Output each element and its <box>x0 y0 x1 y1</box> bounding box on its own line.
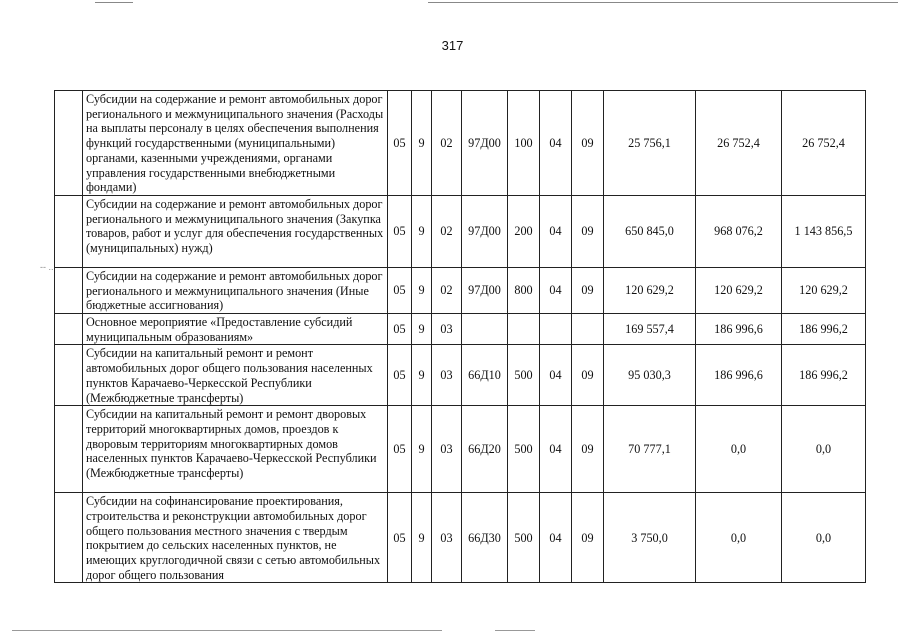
cell-c4: 97Д00 <box>462 91 508 196</box>
cell-v1: 95 030,3 <box>604 345 696 406</box>
row-number-cell <box>55 91 83 196</box>
table-row <box>55 493 866 583</box>
cell-c1: 05 <box>388 195 412 267</box>
cell-v1: 650 845,0 <box>604 195 696 267</box>
cell-c7: 09 <box>572 493 604 583</box>
cell-c7 <box>572 314 604 345</box>
row-number-cell <box>55 267 83 313</box>
cell-c2: 9 <box>412 195 432 267</box>
cell-v3: 0,0 <box>782 406 866 493</box>
cell-c6: 04 <box>540 345 572 406</box>
cell-c4: 97Д00 <box>462 267 508 313</box>
budget-table <box>54 90 866 583</box>
cell-v3: 26 752,4 <box>782 91 866 196</box>
cell-c5 <box>508 314 540 345</box>
row-number-cell <box>55 195 83 267</box>
table-row <box>55 345 866 406</box>
cell-c2: 9 <box>412 493 432 583</box>
cell-c1: 05 <box>388 91 412 196</box>
cell-v3: 1 143 856,5 <box>782 195 866 267</box>
cell-v2: 0,0 <box>696 493 782 583</box>
cell-c4: 66Д10 <box>462 345 508 406</box>
row-number-cell <box>55 493 83 583</box>
cell-c5: 200 <box>508 195 540 267</box>
cell-c6: 04 <box>540 406 572 493</box>
cell-c1: 05 <box>388 314 412 345</box>
cell-c2: 9 <box>412 406 432 493</box>
page-number: 317 <box>441 38 464 53</box>
bottom-rule-left <box>12 630 442 631</box>
table-row <box>55 314 866 345</box>
cell-c7: 09 <box>572 345 604 406</box>
table-row <box>55 91 866 196</box>
cell-v2: 120 629,2 <box>696 267 782 313</box>
cell-c3: 02 <box>432 195 462 267</box>
cell-c5: 500 <box>508 345 540 406</box>
cell-v1: 3 750,0 <box>604 493 696 583</box>
cell-c3: 02 <box>432 91 462 196</box>
row-number-cell <box>55 406 83 493</box>
table-row <box>55 267 866 313</box>
cell-v2: 186 996,6 <box>696 345 782 406</box>
cell-v2: 0,0 <box>696 406 782 493</box>
cell-c3: 03 <box>432 406 462 493</box>
cell-c2: 9 <box>412 91 432 196</box>
cell-c7: 09 <box>572 91 604 196</box>
cell-v2: 968 076,2 <box>696 195 782 267</box>
expense-name-cell: Субсидии на содержание и ремонт автомобильных дорог регионального и межмуниципального значения (Иные бюджетные ассигнования) <box>83 267 388 313</box>
row-number-cell <box>55 314 83 345</box>
cell-c2: 9 <box>412 267 432 313</box>
cell-c4: 97Д00 <box>462 195 508 267</box>
cell-c6: 04 <box>540 267 572 313</box>
cell-v2: 26 752,4 <box>696 91 782 196</box>
cell-c7: 09 <box>572 406 604 493</box>
cell-c3: 03 <box>432 314 462 345</box>
cell-c5: 500 <box>508 493 540 583</box>
cell-c6 <box>540 314 572 345</box>
cell-c6: 04 <box>540 195 572 267</box>
top-rule-right <box>428 2 898 3</box>
expense-name-cell: Основное мероприятие «Предоставление субсидий муниципальным образованиям» <box>83 314 388 345</box>
cell-v2: 186 996,6 <box>696 314 782 345</box>
cell-c6: 04 <box>540 493 572 583</box>
cell-c1: 05 <box>388 267 412 313</box>
cell-c5: 500 <box>508 406 540 493</box>
cell-c4: 66Д20 <box>462 406 508 493</box>
row-number-cell <box>55 345 83 406</box>
table-row <box>55 195 866 267</box>
expense-name-cell: Субсидии на содержание и ремонт автомобильных дорог регионального и межмуниципального значения (Закупка товаров, работ и услуг для обеспечения государственных (муниципальных) нужд) <box>83 195 388 267</box>
cell-c4 <box>462 314 508 345</box>
cell-c3: 03 <box>432 345 462 406</box>
cell-c2: 9 <box>412 345 432 406</box>
cell-v3: 120 629,2 <box>782 267 866 313</box>
cell-c5: 100 <box>508 91 540 196</box>
cell-c7: 09 <box>572 267 604 313</box>
cell-v1: 169 557,4 <box>604 314 696 345</box>
cell-v1: 70 777,1 <box>604 406 696 493</box>
cell-v3: 0,0 <box>782 493 866 583</box>
expense-name-cell: Субсидии на капитальный ремонт и ремонт автомобильных дорог общего пользования населенных пунктов Карачаево-Черкесской Республики (Межбюджетные трансферты) <box>83 345 388 406</box>
expense-name-cell: Субсидии на капитальный ремонт и ремонт дворовых территорий многоквартирных домов, проездов к дворовым территориям многоквартирных домов населенных пунктов Карачаево-Черкесской Республики (Межбюджетные трансферты) <box>83 406 388 493</box>
cell-v3: 186 996,2 <box>782 314 866 345</box>
cell-c6: 04 <box>540 91 572 196</box>
table-row <box>55 406 866 493</box>
cell-v1: 25 756,1 <box>604 91 696 196</box>
cell-c7: 09 <box>572 195 604 267</box>
cell-c2: 9 <box>412 314 432 345</box>
cell-c3: 03 <box>432 493 462 583</box>
cell-c5: 800 <box>508 267 540 313</box>
cell-v1: 120 629,2 <box>604 267 696 313</box>
cell-c1: 05 <box>388 493 412 583</box>
cell-c3: 02 <box>432 267 462 313</box>
expense-name-cell: Субсидии на софинансирование проектирования, строительства и реконструкции автомобильных дорог общего пользования местного значения с твердым покрытием до сельских населенных пунктов, не имеющих круглогодичной связи с сетью автомобильных дорог общего пользования <box>83 493 388 583</box>
cell-c1: 05 <box>388 345 412 406</box>
bottom-rule-right <box>495 630 535 631</box>
cell-c4: 66Д30 <box>462 493 508 583</box>
top-rule-left <box>95 2 133 3</box>
cell-c1: 05 <box>388 406 412 493</box>
scan-mark: -- .. <box>40 262 54 272</box>
expense-name-cell: Субсидии на содержание и ремонт автомобильных дорог регионального и межмуниципального значения (Расходы на выплаты персоналу в целях обеспечения выполнения функций государственными (муниципальными) органами, казенными учреждениями, органами управления государственными внебюджетными фондами) <box>83 91 388 196</box>
cell-v3: 186 996,2 <box>782 345 866 406</box>
